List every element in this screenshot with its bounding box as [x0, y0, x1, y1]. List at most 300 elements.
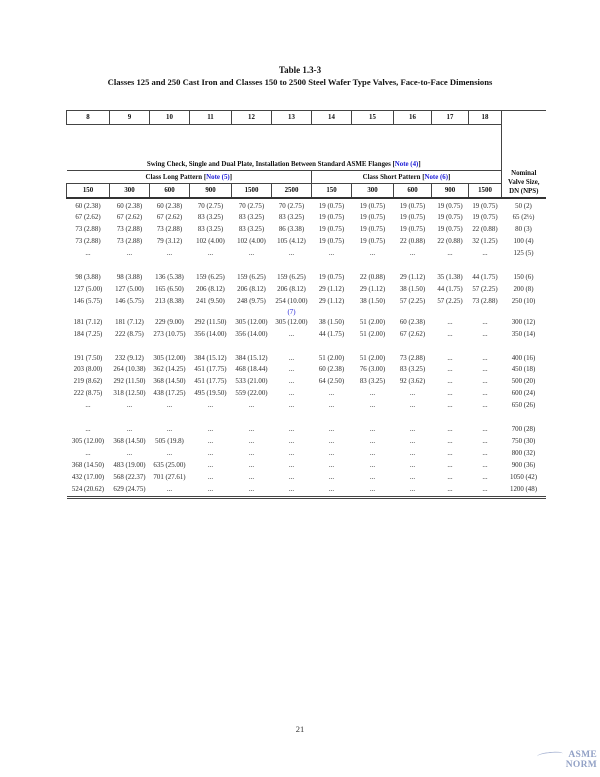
dimension-cell: 165 (6.50): [155, 285, 184, 293]
table-row: [67, 424, 546, 436]
table-body: [67, 198, 546, 498]
dimension-cell: ...: [248, 426, 255, 434]
dimension-cell: 51 (2.00): [359, 354, 386, 362]
dimension-cell: 57 (2.25): [437, 297, 463, 305]
class-header: 600: [394, 184, 432, 198]
dimension-cell: 159 (6.25): [277, 274, 306, 282]
valve-size-cell: 65 (2½): [512, 214, 535, 222]
dimension-cell: 73 (2.88): [75, 226, 101, 234]
dimension-cell: 184 (7.25): [73, 330, 103, 338]
dimension-cell: 98 (3.88): [116, 274, 143, 282]
table-row: [67, 284, 546, 296]
table-row: [67, 484, 546, 497]
dimension-cell: 102 (4.00): [237, 238, 266, 246]
table-row: [67, 353, 546, 365]
continuation-column-row: [67, 111, 546, 125]
valve-size-cell: 750 (30): [511, 438, 536, 445]
dimension-cell: ...: [447, 438, 453, 445]
dimension-cell: 701 (27.61): [153, 473, 186, 481]
bracket: ]: [448, 173, 451, 181]
dimension-cell: 60 (2.38): [318, 366, 345, 374]
nominal-valve-size-header: [502, 111, 546, 198]
group-gap: [67, 341, 546, 353]
dimension-cell: 191 (7.50): [73, 354, 103, 362]
dimension-cell: ...: [482, 461, 488, 469]
table-title-block: [0, 0, 600, 89]
dimension-cell: 29 (1.12): [359, 285, 386, 293]
class-header: 2500: [272, 184, 312, 198]
dimension-cell: 206 (8.12): [277, 285, 306, 293]
dimension-cell: 254 (10.00) (7): [272, 296, 312, 317]
dimension-cell: 505 (19.8): [155, 438, 184, 445]
dimension-cell: ...: [409, 390, 416, 398]
table-row: [67, 364, 546, 376]
dimension-cell: ...: [482, 318, 488, 326]
dimension-cell: ...: [369, 438, 376, 445]
class-header: 300: [110, 184, 150, 198]
dimension-cell: ...: [447, 318, 453, 326]
dimension-cell: ...: [409, 461, 416, 469]
dimension-cell: ...: [328, 438, 335, 445]
dimension-cell: ...: [369, 485, 376, 493]
dimension-cell: ...: [248, 461, 255, 469]
class-header: 1500: [469, 184, 502, 198]
dimension-cell: 19 (0.75): [399, 214, 426, 222]
dimension-cell: 318 (12.50): [113, 390, 146, 398]
dimension-cell: ...: [288, 366, 295, 374]
dimension-cell: 32 (1.25): [472, 238, 498, 246]
dimension-cell: 559 (22.00): [235, 390, 268, 398]
dimension-cell: ...: [409, 250, 416, 258]
dimension-cell: 51 (2.00): [359, 330, 386, 338]
dimension-cell: ...: [288, 354, 295, 362]
valve-size-cell: 700 (28): [511, 426, 536, 434]
class-header: 900: [432, 184, 469, 198]
dimension-cell: 384 (15.12): [194, 354, 227, 362]
swing-check-header: [67, 155, 502, 171]
dimension-cell: ...: [482, 402, 488, 410]
dimension-cell: 368 (14.50): [153, 378, 186, 386]
dimension-cell: 432 (17.00): [71, 473, 105, 481]
dimension-cell: 483 (19.00): [113, 461, 146, 469]
valve-size-cell: 650 (26): [511, 402, 536, 410]
dimension-cell: 44 (1.75): [437, 285, 463, 293]
dimension-cell: 83 (3.25): [197, 214, 224, 222]
dimension-cell: ...: [369, 250, 376, 258]
continuation-col: 17: [432, 111, 469, 125]
dimension-cell: 19 (0.75): [359, 226, 386, 234]
dimension-cell: ...: [409, 426, 416, 434]
table-row: [67, 212, 546, 224]
page-number: 21: [295, 724, 305, 734]
dimension-cell: ...: [207, 250, 214, 258]
table-number: Table 1.3-3: [278, 65, 322, 75]
dimension-cell: ...: [482, 378, 488, 386]
dimension-cell: ...: [288, 473, 295, 481]
dimension-cell: ...: [482, 438, 488, 445]
dimension-cell: 19 (0.75): [399, 226, 426, 234]
dimension-cell: 213 (8.38): [155, 297, 184, 305]
dimension-cell: 146 (5.75): [115, 297, 144, 305]
group-gap: [67, 412, 546, 424]
dimension-cell: ...: [248, 438, 255, 445]
dimension-cell: 248 (9.75): [237, 297, 266, 305]
table-row: [67, 248, 546, 260]
dimension-cell: 67 (2.62): [156, 214, 183, 222]
dimension-cell: 57 (2.25): [399, 297, 426, 305]
dimension-cell: 127 (5.00): [73, 285, 103, 293]
dimension-cell: 44 (1.75): [318, 330, 345, 338]
table-row: [67, 296, 546, 317]
dimension-cell: ...: [369, 390, 376, 398]
size-header-line: Valve Size,: [507, 178, 540, 186]
group-gap-row: [67, 341, 546, 353]
dimension-cell: ...: [126, 426, 133, 434]
dimension-cell: ...: [207, 461, 214, 469]
dimension-cell: ...: [328, 449, 335, 457]
dimension-cell: 67 (2.62): [399, 330, 426, 338]
table-row: [67, 224, 546, 236]
valve-size-cell: 125 (5): [513, 250, 534, 258]
dimension-cell: 98 (3.88): [75, 274, 101, 282]
valve-size-cell: 200 (8): [513, 285, 534, 293]
class-header: 150: [312, 184, 352, 198]
dimension-cell: ...: [248, 402, 255, 410]
dimension-cell: ...: [288, 378, 295, 386]
dimension-cell: 38 (1.50): [399, 285, 426, 293]
dimension-cell: ...: [166, 402, 173, 410]
dimension-cell: ...: [369, 402, 376, 410]
dimension-cell: 79 (3.12): [156, 238, 183, 246]
dimension-cell: 83 (3.25): [197, 226, 224, 234]
dimension-cell: 105 (4.12): [277, 238, 306, 246]
table-row: [67, 329, 546, 341]
dimension-cell: 64 (2.50): [318, 378, 345, 386]
table-row: [67, 448, 546, 460]
dimension-cell: ...: [85, 402, 91, 410]
dimension-cell: 159 (6.25): [196, 274, 225, 282]
dimension-cell: 206 (8.12): [237, 285, 266, 293]
continuation-col: 9: [110, 111, 150, 125]
dimension-cell: ...: [482, 366, 488, 374]
dimension-cell: 305 (12.00): [275, 318, 308, 326]
class-header: 600: [150, 184, 190, 198]
short-pattern-title: Class Short Pattern: [362, 173, 423, 181]
valve-size-cell: 900 (36): [511, 461, 536, 469]
face-to-face-dimensions-table: [66, 110, 546, 499]
dimension-cell: ...: [447, 330, 453, 338]
continuation-col: 18: [469, 111, 502, 125]
dimension-cell: 67 (2.62): [75, 214, 101, 222]
dimension-cell: 83 (3.25): [399, 366, 426, 374]
dimension-cell: 73 (2.88): [116, 226, 143, 234]
dimension-cell: 35 (1.38): [437, 274, 463, 282]
class-long-pattern-header: [67, 171, 312, 184]
dimension-cell: ...: [207, 402, 214, 410]
table-row: [67, 376, 546, 388]
dimension-cell: 92 (3.62): [399, 378, 426, 386]
dimension-cell: ...: [248, 485, 255, 493]
dimension-cell: 305 (12.00): [71, 438, 105, 445]
dimension-cell: 356 (14.00): [235, 330, 268, 338]
continuation-col: 11: [190, 111, 232, 125]
dimension-cell: ...: [447, 402, 453, 410]
continuation-col: 12: [232, 111, 272, 125]
bracket: ]: [418, 161, 421, 168]
dimension-cell: 273 (10.75): [153, 330, 186, 338]
dimension-cell: 83 (3.25): [359, 378, 386, 386]
dimension-cell: ...: [482, 330, 488, 338]
dimension-cell: 127 (5.00): [115, 285, 144, 293]
dimension-cell: 102 (4.00): [196, 238, 225, 246]
dimension-cell: 292 (11.50): [194, 318, 227, 326]
dimension-cell: ...: [288, 449, 295, 457]
group-gap-row: [67, 260, 546, 272]
dimension-cell: ...: [166, 426, 173, 434]
bracket: [: [203, 173, 207, 181]
class-short-pattern-header: [312, 171, 502, 184]
dimension-cell: ...: [85, 449, 91, 457]
continuation-col: 13: [272, 111, 312, 125]
valve-size-cell: 300 (12): [511, 318, 536, 326]
watermark-text: ASME NORM: [565, 750, 597, 770]
dimension-cell: 19 (0.75): [472, 214, 498, 222]
note-7-link[interactable]: (7): [287, 308, 296, 316]
table-row: [67, 460, 546, 472]
dimension-cell: ...: [248, 473, 255, 481]
dimension-cell: ...: [482, 390, 488, 398]
dimension-cell: 73 (2.88): [472, 297, 498, 305]
valve-size-cell: 400 (16): [511, 354, 536, 362]
dimension-cell: ...: [328, 461, 335, 469]
note-4-link[interactable]: Note (4): [394, 161, 419, 168]
dimension-cell: 19 (0.75): [399, 202, 426, 210]
group-gap-row: [67, 412, 546, 424]
dimension-cell: ...: [447, 366, 453, 374]
dimension-cell: ...: [369, 449, 376, 457]
dimension-cell: ...: [328, 250, 335, 258]
dimension-cell: 76 (3.00): [359, 366, 386, 374]
table-row: [67, 400, 546, 412]
dimension-cell: 22 (0.88): [437, 238, 463, 246]
dimension-cell: ...: [447, 461, 453, 469]
dimension-cell: 232 (9.12): [115, 354, 144, 362]
bracket: [: [392, 161, 395, 168]
dimension-cell: 368 (14.50): [71, 461, 105, 469]
dimension-cell: 19 (0.75): [359, 214, 386, 222]
dimension-cell: ...: [369, 473, 376, 481]
dimension-cell: ...: [207, 426, 214, 434]
dimension-cell: ...: [126, 402, 133, 410]
dimension-cell: ...: [447, 378, 453, 386]
dimension-cell: 22 (0.88): [359, 274, 386, 282]
group-header-row: [67, 155, 546, 171]
continuation-col: 16: [394, 111, 432, 125]
dimension-cell: 29 (1.12): [318, 285, 345, 293]
dimension-cell: 19 (0.75): [437, 202, 463, 210]
dimension-cell: ...: [409, 485, 416, 493]
continuation-col: 8: [67, 111, 110, 125]
dimension-cell: 83 (3.25): [278, 214, 305, 222]
dimension-cell: ...: [85, 250, 91, 258]
dimension-cell: 60 (2.38): [75, 202, 101, 210]
dimension-cell: 70 (2.75): [238, 202, 265, 210]
dimension-cell: ...: [126, 449, 133, 457]
dimension-cell: 146 (5.75): [73, 297, 103, 305]
dimension-cell: 635 (25.00): [153, 461, 186, 469]
dimension-cell: 19 (0.75): [318, 226, 345, 234]
dimension-cell: ...: [447, 426, 453, 434]
dimension-cell: 67 (2.62): [116, 214, 143, 222]
dimension-cell: 305 (12.00): [235, 318, 268, 326]
class-header: 150: [67, 184, 110, 198]
dimension-cell: 19 (0.75): [318, 214, 345, 222]
dimension-cell: 136 (5.38): [155, 274, 184, 282]
dimension-cell: ...: [207, 449, 214, 457]
dimension-cell: ...: [447, 390, 453, 398]
dimension-cell: ...: [447, 473, 453, 481]
dimension-cell: 51 (2.00): [318, 354, 345, 362]
dimension-cell: ...: [409, 438, 416, 445]
dimension-cell: 19 (0.75): [318, 238, 345, 246]
dimension-cell: ...: [482, 250, 488, 258]
size-header-line: Nominal: [511, 169, 537, 177]
dimension-cell: ...: [447, 485, 453, 493]
table-row: [67, 236, 546, 248]
dimension-cell: 29 (1.12): [318, 297, 345, 305]
dimension-cell: ...: [447, 354, 453, 362]
dimension-cell: 468 (18.44): [235, 366, 268, 374]
dimension-cell: ...: [328, 426, 335, 434]
dimension-cell: 533 (21.00): [235, 378, 268, 386]
group-gap: [67, 260, 546, 272]
dimension-cell: 70 (2.75): [197, 202, 224, 210]
dimension-cell: 356 (14.00): [194, 330, 227, 338]
dimension-cell: ...: [166, 449, 173, 457]
dimension-cell: 83 (3.25): [238, 214, 265, 222]
dimension-cell: ...: [482, 426, 488, 434]
dimension-cell: 22 (0.88): [472, 226, 498, 234]
dimension-cell: ...: [207, 485, 214, 493]
class-row: [67, 184, 546, 198]
swing-check-title: Swing Check, Single and Dual Plate, Installation Between Standard ASME Flanges: [146, 161, 393, 168]
dimension-cell: ...: [482, 449, 488, 457]
dimension-cell: ...: [328, 485, 335, 493]
dimension-cell: 73 (2.88): [75, 238, 101, 246]
valve-size-cell: 600 (24): [511, 390, 536, 398]
dimension-cell: ...: [288, 485, 295, 493]
dimension-cell: ...: [288, 438, 295, 445]
size-header-line: DN (NPS): [509, 187, 539, 195]
continuation-col: 10: [150, 111, 190, 125]
dimension-cell: 524 (20.62): [71, 485, 105, 493]
table-row: [67, 317, 546, 329]
dimension-cell: 19 (0.75): [437, 226, 463, 234]
dimension-cell: 19 (0.75): [318, 202, 345, 210]
dimension-cell: 181 (7.12): [73, 318, 103, 326]
dimension-cell: 368 (14.50): [113, 438, 146, 445]
dimension-cell: ...: [207, 473, 214, 481]
dimension-cell: ...: [369, 426, 376, 434]
pattern-header-row: [67, 171, 546, 184]
dimension-cell: 451 (17.75): [194, 378, 227, 386]
dimension-cell: ...: [126, 250, 133, 258]
dimension-cell: 229 (9.00): [155, 318, 184, 326]
dimension-cell: 73 (2.88): [399, 354, 426, 362]
dimension-cell: ...: [288, 402, 295, 410]
dimension-cell: ...: [248, 250, 255, 258]
dimension-cell: ...: [482, 485, 488, 493]
valve-size-cell: 350 (14): [511, 330, 536, 338]
dimension-cell: 19 (0.75): [318, 274, 345, 282]
table-row: [67, 272, 546, 284]
note-5-link[interactable]: Note (5): [206, 173, 230, 181]
dimension-cell: ...: [482, 354, 488, 362]
dimension-cell: ...: [207, 438, 214, 445]
valve-size-cell: 150 (6): [513, 274, 534, 282]
dimension-cell: ...: [447, 250, 453, 258]
dimension-cell: 19 (0.75): [437, 214, 463, 222]
dimension-cell: 629 (24.75): [113, 485, 146, 493]
dimension-cell: ...: [409, 402, 416, 410]
dimension-cell: 60 (2.38): [399, 318, 426, 326]
valve-size-cell: 1200 (48): [510, 485, 537, 493]
dimension-cell: 51 (2.00): [359, 318, 386, 326]
long-pattern-title: Class Long Pattern: [145, 173, 204, 181]
dimension-cell: 73 (2.88): [116, 238, 143, 246]
dimension-cell: ...: [482, 473, 488, 481]
dimension-cell: 73 (2.88): [156, 226, 183, 234]
dimension-cell: ...: [288, 461, 295, 469]
dimension-cell: 219 (8.62): [73, 378, 103, 386]
table-row: [67, 388, 546, 400]
dimension-cell: 19 (0.75): [472, 202, 498, 210]
dimension-cell: 60 (2.38): [156, 202, 183, 210]
table-row: [67, 198, 546, 213]
dimension-cell: ...: [328, 473, 335, 481]
continuation-col: 14: [312, 111, 352, 125]
table-row: [67, 436, 546, 448]
dimension-cell: ...: [409, 449, 416, 457]
continuation-col: 15: [352, 111, 394, 125]
dimension-cell: 222 (8.75): [73, 390, 103, 398]
dimension-cell: 264 (10.38): [113, 366, 146, 374]
note-6-link[interactable]: Note (6): [424, 173, 449, 181]
dimension-cell: 241 (9.50): [196, 297, 225, 305]
valve-size-cell: 1050 (42): [510, 473, 537, 481]
dimension-cell: 29 (1.12): [399, 274, 426, 282]
dimension-cell: 86 (3.38): [278, 226, 305, 234]
dimension-cell: 19 (0.75): [359, 202, 386, 210]
dimension-cell: ...: [447, 449, 453, 457]
dimension-cell: 384 (15.12): [235, 354, 268, 362]
dimension-cell: 83 (3.25): [238, 226, 265, 234]
asme-norm-watermark: [537, 750, 597, 777]
dimension-cell: 22 (0.88): [399, 238, 426, 246]
dimension-cell: ...: [85, 426, 91, 434]
dimension-cell: 438 (17.25): [153, 390, 186, 398]
valve-size-cell: 450 (18): [511, 366, 536, 374]
dimension-cell: 181 (7.12): [115, 318, 144, 326]
valve-size-cell: 80 (3): [515, 226, 532, 234]
valve-size-cell: 500 (20): [511, 378, 536, 386]
dimension-cell: ...: [288, 390, 295, 398]
dimension-cell: ...: [288, 250, 295, 258]
valve-size-cell: 50 (2): [515, 202, 532, 210]
dimension-cell: 60 (2.38): [116, 202, 143, 210]
dimension-cell: ...: [288, 426, 295, 434]
dimension-cell: 44 (1.75): [472, 274, 498, 282]
